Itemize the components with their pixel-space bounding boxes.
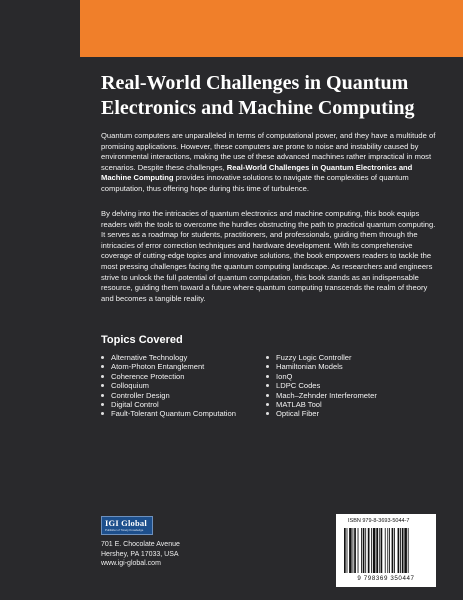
description-paragraph-2: By delving into the intricacies of quantum electronics and machine computing, this book equips readers with the tools to overcome the hurdles obstructing the path to practical quantum computing. It serves as a roadmap for students, practitioners, and professionals, guiding them through the intricacies of error correction techniques and hardware development. With its comprehensive coverage of cutting-edge topics and innovative solutions, the book empowers readers to tackle the most pressing challenges facing the quantum computing landscape. As researchers and engineers strive to unlock the full potential of quantum computation, this book stands as an indispensable resource, guiding them toward a future where quantum computing transcends the realm of theory and becomes a tangible reality.	[101, 209, 436, 303]
topic-item	[100, 362, 270, 371]
topic-label: Fault-Tolerant Quantum Computation	[111, 409, 236, 419]
topic-item	[100, 372, 270, 381]
address-city: Hershey, PA 17033, USA	[101, 550, 179, 558]
topic-label: Fuzzy Logic Controller	[276, 353, 352, 362]
topic-item	[265, 400, 435, 409]
topic-item	[265, 353, 435, 362]
topic-item	[265, 362, 435, 371]
publisher-logo-tagline: Publisher of Timely Knowledge	[105, 528, 144, 532]
topic-item	[100, 353, 270, 362]
topic-label: Alternative Technology	[111, 353, 188, 362]
topic-item	[100, 409, 270, 418]
isbn-barcode-block	[336, 514, 436, 587]
address-street: 701 E. Chocolate Avenue	[101, 541, 180, 548]
bullet-icon	[101, 384, 104, 387]
bullet-icon	[266, 365, 269, 368]
bullet-icon	[101, 356, 104, 359]
topic-label: Digital Control	[111, 400, 159, 410]
isbn-label: ISBN 979-8-3693-5044-7	[348, 518, 410, 524]
topic-label: IonQ	[276, 371, 293, 381]
barcode-image	[344, 528, 428, 573]
bullet-icon	[101, 365, 104, 368]
isbn-digits: 9 798369 350447	[357, 575, 415, 582]
bullet-icon	[101, 403, 104, 406]
topic-label: LDPC Codes	[276, 381, 321, 391]
bullet-icon	[101, 412, 104, 415]
description-book-title-bold: Real-World Challenges in Quantum Electronics and Machine Computing	[101, 162, 413, 183]
topics-list-left	[100, 353, 270, 419]
book-title-line-1: Real-World Challenges in Quantum	[101, 72, 409, 94]
bullet-icon	[101, 394, 104, 397]
topic-item	[100, 400, 270, 409]
bullet-icon	[101, 375, 104, 378]
bullet-icon	[266, 384, 269, 387]
topic-label: Mach–Zehnder Interferometer	[276, 390, 377, 400]
publisher-logo-text: IGI Global	[105, 518, 147, 528]
bullet-icon	[266, 412, 269, 415]
publisher-logo	[101, 516, 153, 535]
orange-header-band	[80, 0, 463, 57]
topic-label: Atom-Photon Entanglement	[111, 362, 205, 372]
bullet-icon	[266, 403, 269, 406]
bullet-icon	[266, 394, 269, 397]
topics-list-right	[265, 353, 435, 419]
topic-label: Controller Design	[111, 390, 170, 400]
bullet-icon	[266, 356, 269, 359]
topic-item	[100, 391, 270, 400]
description-paragraph-1	[101, 131, 436, 195]
bullet-icon	[266, 375, 269, 378]
publisher-website: www.igi-global.com	[101, 560, 161, 568]
topic-label: Coherence Protection	[111, 371, 185, 381]
topic-item	[265, 391, 435, 400]
topic-label: MATLAB Tool	[276, 400, 322, 410]
book-title-line-2: Electronics and Machine Computing	[101, 97, 415, 119]
topic-label: Optical Fiber	[276, 409, 320, 419]
description-paragraph-1-end: provides innovative solutions to navigate the complexities of quantum computation, thus offering hope during this time of turbulence.	[101, 173, 409, 193]
topic-label: Colloquium	[111, 381, 149, 391]
topic-label: Hamiltonian Models	[276, 362, 343, 372]
book-title	[101, 71, 451, 121]
topic-item	[265, 372, 435, 381]
topic-item	[265, 409, 435, 418]
topic-item	[265, 381, 435, 390]
description-paragraph-1-start: Quantum computers are unparalleled in terms of computational power, and they have a multitude of promising applications. However, these computers are prone to noise and instability caused by environmental interactions, making the use of these advanced machines rather impractical in most scenarios. Despite these challenges,	[101, 131, 436, 172]
topics-heading: Topics Covered	[101, 334, 183, 346]
topic-item	[100, 381, 270, 390]
publisher-address	[101, 540, 180, 569]
